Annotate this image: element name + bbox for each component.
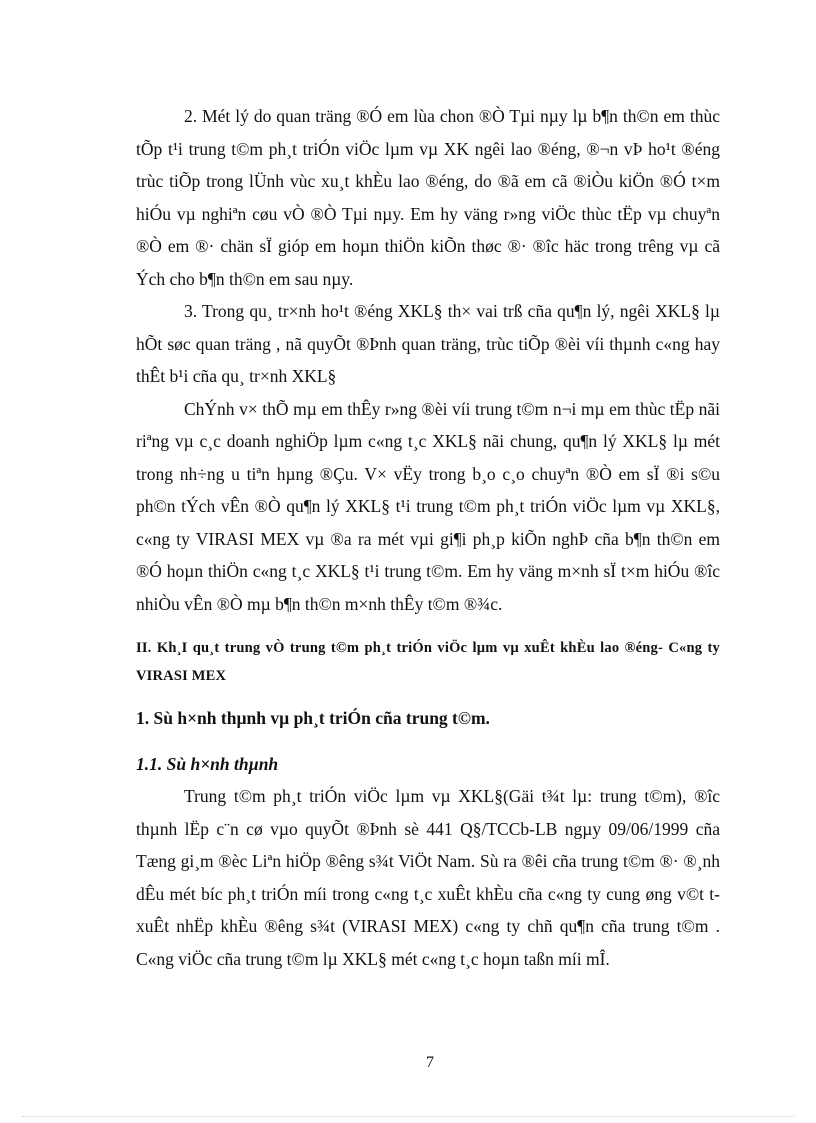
section-heading-overview: II. Kh¸I qu¸t trung vÒ trung t©m ph¸t triÓn viÖc lµm vµ xuÊt khÈu lao ®éng- C«ng ty VIRASI MEX xyxy=(136,640,720,684)
page-number: 7 xyxy=(426,1054,434,1071)
heading-formation: 1.1. Sù h×nh thµnh xyxy=(136,754,279,774)
paragraph-formation: Trung t©m ph¸t triÓn viÖc lµm vµ XKL§(Gäi t¾t lµ: trung t©m), ®îc thµnh lËp c¨n cø vµo quyÕt ®Þnh sè 441 Q§/TCCb-LB ngµy 09/06/1999 cña Tæng gi¸m ®èc Liªn hiÖp ®êng s¾t ViÖt Nam. Sù ra ®êi cña trung t©m ®· ®¸nh dÊu mét bíc ph¸t triÓn míi trong c«ng t¸c xuÊt khÈu cña c«ng ty cung øng v©t t xuÊt nhËp khÈu ®êng s¾t (VIRASI MEX) c«ng ty chñ qu¶n cña trung t©m . C«ng viÖc cña trung t©m lµ XKL§ mét c«ng t¸c hoµn taßn míi mÎ. xyxy=(136,786,720,969)
page-body xyxy=(136,100,720,975)
paragraph-conclusion: ChÝnh v× thÕ mµ em thÊy r»ng ®èi víi trung t©m n¬i mµ em thùc tËp nãi riªng vµ c¸c doanh nghiÖp lµm c«ng t¸c XKL§ nãi chung, qu¶n lý XKL§ lµ mét trong nh÷ng u tiªn hµng ®Çu. V× vËy trong b¸o c¸o chuyªn ®Ò em sÏ ®i s©u ph©n tÝch vÊn ®Ò qu¶n lý XKL§ t¹i trung t©m ph¸t triÓn viÖc lµm vµ XKL§, c«ng ty VIRASI MEX vµ ®a ra mét vµi gi¶i ph¸p kiÕn nghÞ cña b¶n th©n em ®Ó hoµn thiÖn c«ng t¸c XKL§ t¹i trung t©m. Em hy väng m×nh sÏ t×m hiÓu ®îc nhiÒu vÊn ®Ò mµ b¶n th©n m×nh thÊy t©m ®¾c. xyxy=(136,398,720,614)
paragraph-reason-3: 3. Trong qu¸ tr×nh ho¹t ®éng XKL§ th× vai trß cña qu¶n lý, ngêi XKL§ lµ hÕt søc quan träng , nã quyÕt ®Þnh quan träng, trùc tiÕp ®èi víi thµnh c«ng hay thÊt b¹i cña qu¸ tr×nh XKL§ xyxy=(136,301,720,386)
paragraph-reason-2: 2. Mét lý do quan träng ®Ó em lùa chon ®Ò Tµi nµy lµ b¶n th©n em thùc tÕp t¹i trung t©m ph¸t triÓn viÖc lµm vµ XK ngêi lao ®éng, ®¬n vÞ ho¹t ®éng trùc tiÕp trong lÜnh vùc xu¸t khÈu lao ®éng, do ®ã em cã ®iÒu kiÖn ®Ó t×m hiÓu vµ nghiªn cøu vÒ ®Ò Tµi nµy. Em hy väng r»ng viÖc thùc tËp vµ chuyªn ®Ò em ®· chän sÏ gióp em hoµn thiÖn kiÕn thøc ®· ®îc häc trong trêng vµ cã Ých cho b¶n th©n em sau nµy. xyxy=(136,106,720,289)
footer-divider xyxy=(22,1116,794,1117)
heading-formation-development: 1. Sù h×nh thµnh vµ ph¸t triÓn cña trung t©m. xyxy=(136,708,490,728)
